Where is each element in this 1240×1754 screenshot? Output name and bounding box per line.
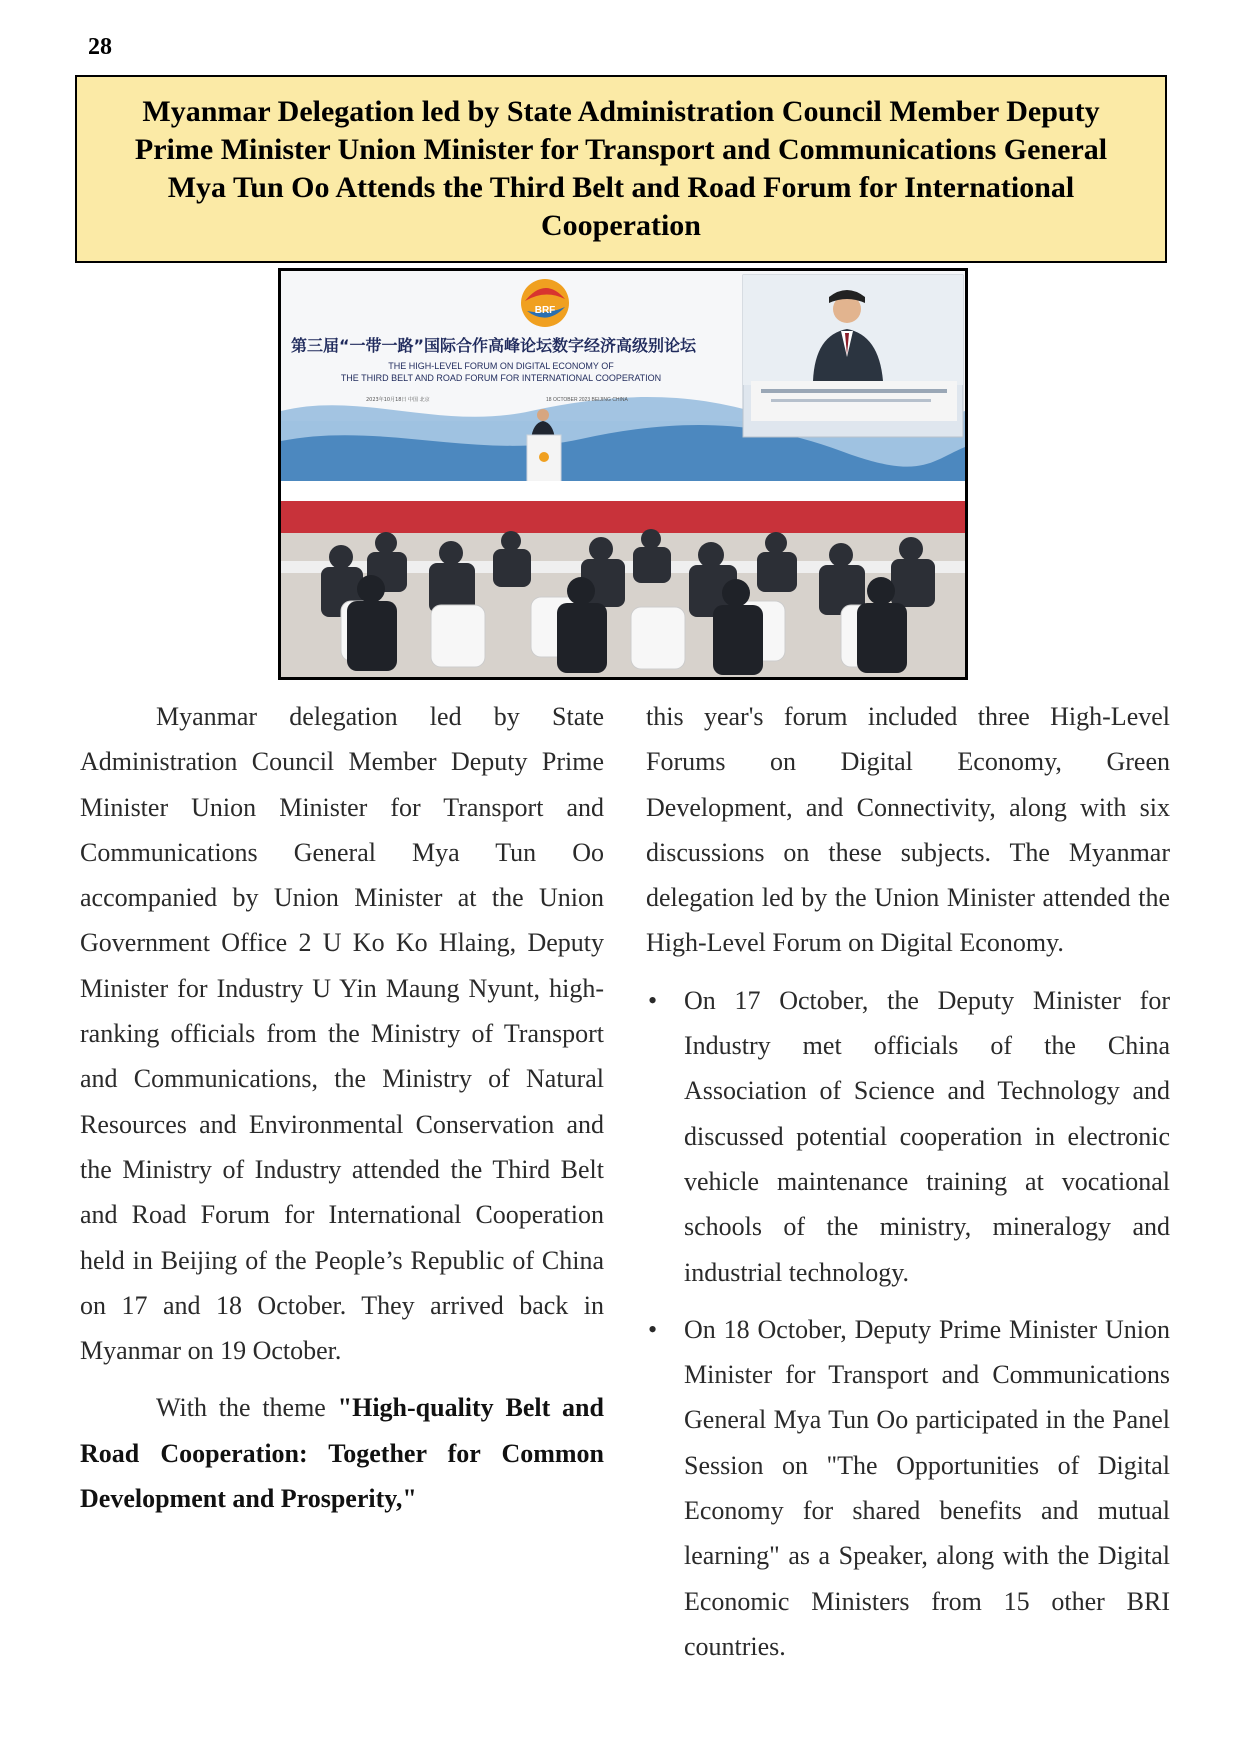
banner-chinese: 第三届“一带一路”国际合作高峰论坛数字经济高级别论坛 xyxy=(291,336,697,355)
body-paragraph-2-continued: this year's forum included three High-Level Forums on Digital Economy, Green Development, and Connectivity, along with six discussions on these subjects. The Myanmar delegation led by the Union Minister attended the High-Level Forum on Digital Economy. xyxy=(646,702,1170,958)
logo-text: BRF xyxy=(534,305,556,316)
headline-box xyxy=(75,75,1167,263)
banner-date-cn: 2023年10月18日 中国 北京 xyxy=(366,397,430,403)
stage-edge xyxy=(281,481,965,501)
forum-theme: "High-quality Belt and Road Cooperation: Together for Common Development and Prosperity," xyxy=(80,1393,604,1514)
bullet-text-18-october: On 18 October, Deputy Prime Minister Union Minister for Transport and Communications General Mya Tun Oo participated in the Panel Session on "The Opportunities of Digital Economy for shared benefits and mutual learning" as a Speaker, along with the Digital Economic Ministers from 15 other BRI countries. xyxy=(684,1314,1170,1661)
video-screen xyxy=(743,275,963,437)
banner-english-line-1: THE HIGH-LEVEL FORUM ON DIGITAL ECONOMY OF xyxy=(388,361,614,371)
left-column xyxy=(80,694,604,1521)
bullet-text-17-october: On 17 October, the Deputy Minister for Industry met officials of the China Association of Science and Technology and discussed potential cooperation in electronic vehicle maintenance training at vocational schools of the ministry, mineralogy and industrial technology. xyxy=(684,985,1170,1287)
brf-logo xyxy=(521,279,569,327)
stage-red-skirt xyxy=(281,501,965,533)
event-bullet-list xyxy=(646,978,1170,1669)
bullet-item xyxy=(646,1307,1170,1669)
headline: Myanmar Delegation led by State Administration Council Member Deputy Prime Minister Union Minister for Transport and Communications General Mya Tun Oo Attends the Third Belt and Road Forum for International Cooperation xyxy=(134,95,1108,242)
banner-date-en: 18 OCTOBER 2023 BEIJING CHINA xyxy=(546,397,628,403)
banner-english-line-2: THE THIRD BELT AND ROAD FORUM FOR INTERNATIONAL COOPERATION xyxy=(340,373,662,383)
theme-intro: With the theme xyxy=(156,1393,338,1423)
body-paragraph-2 xyxy=(80,1385,604,1521)
bullet-item xyxy=(646,978,1170,1295)
forum-photo xyxy=(278,268,968,680)
right-column xyxy=(646,694,1170,1681)
bullet-point-icon: • xyxy=(648,1314,658,1344)
page-number: 28 xyxy=(88,34,112,60)
body-paragraph-1: Myanmar delegation led by State Administration Council Member Deputy Prime Minister Union Minister for Transport and Communications General Mya Tun Oo accompanied by Union Minister at the Union Government Office 2 U Ko Ko Hlaing, Deputy Minister for Industry U Yin Maung Nyunt, high-ranking officials from the Ministry of Transport and Communications, the Ministry of Natural Resources and Environmental Conservation and the Ministry of Industry attended the Third Belt and Road Forum for International Cooperation held in Beijing of the People’s Republic of China on 17 and 18 October. They arrived back in Myanmar on 19 October. xyxy=(80,702,604,1366)
bullet-point-icon: • xyxy=(648,985,658,1015)
